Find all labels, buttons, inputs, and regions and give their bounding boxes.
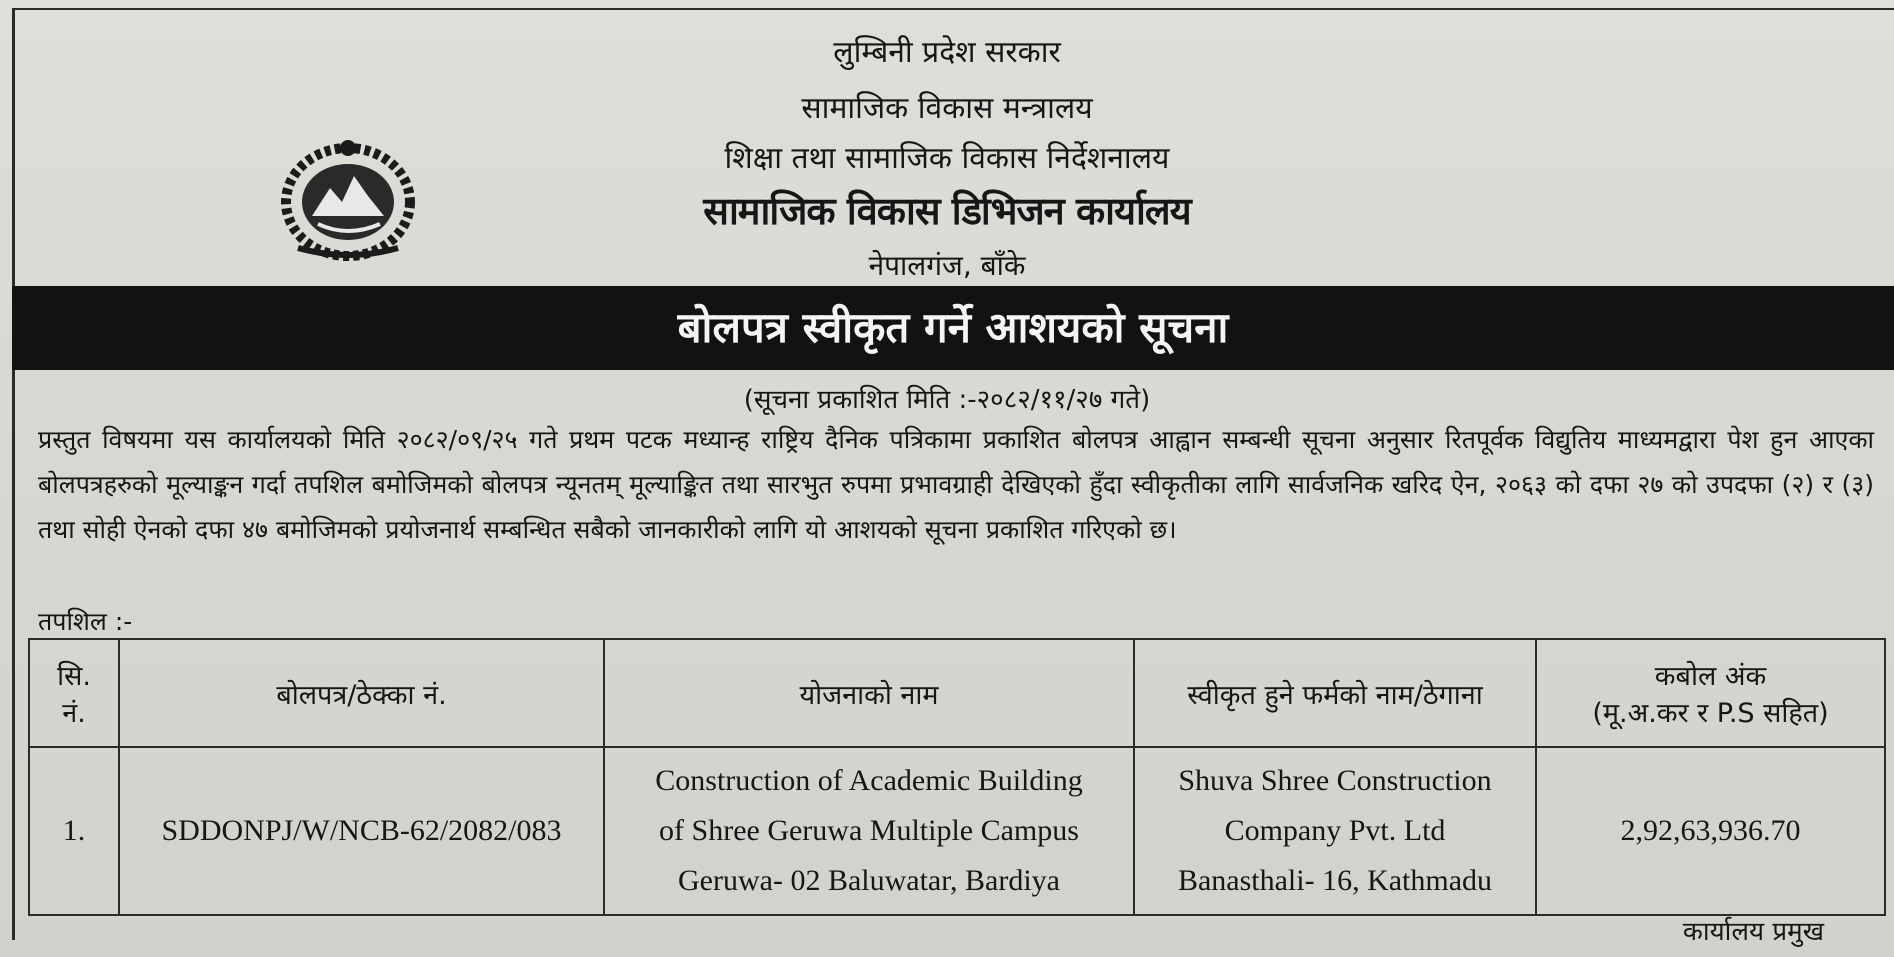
header-amount (1536, 639, 1885, 747)
directorate-heading: शिक्षा तथा सामाजिक विकास निर्देशनालय (724, 141, 1170, 176)
publish-date: (सूचना प्रकाशित मिति :-२०८२/११/२७ गते) (743, 385, 1151, 415)
signatory-label: कार्यालय प्रमुख (1682, 917, 1824, 947)
bid-table (28, 638, 1886, 916)
cell-firm (1134, 747, 1536, 915)
table-header-row (29, 639, 1885, 747)
header-project-name: योजनाको नाम (604, 639, 1134, 747)
firm-line-1: Shuva Shree Construction (1178, 764, 1492, 797)
cell-contract-no: SDDONPJ/W/NCB-62/2082/083 (119, 747, 604, 915)
ministry-heading: सामाजिक विकास मन्त्रालय (801, 91, 1093, 126)
table-row (29, 747, 1885, 915)
firm-line-2: Company Pvt. Ltd (1224, 814, 1446, 847)
header-firm: स्वीकृत हुने फर्मको नाम/ठेगाना (1134, 639, 1536, 747)
notice-title-banner: बोलपत्र स्वीकृत गर्ने आशयको सूचना (12, 286, 1894, 370)
office-location: नेपालगंज, बाँके (868, 249, 1026, 282)
header-sn-line1: सि. (57, 661, 91, 692)
firm-line-3: Banasthali- 16, Kathmadu (1177, 864, 1493, 897)
project-line-3: Geruwa- 02 Baluwatar, Bardiya (678, 864, 1060, 897)
header-amount-line2: (मू.अ.कर र P.S सहित) (1592, 698, 1829, 729)
project-line-2: of Shree Geruwa Multiple Campus (659, 814, 1079, 847)
header-contract-no: बोलपत्र/ठेक्का नं. (119, 639, 604, 747)
header-sn-line2: नं. (62, 698, 86, 729)
cell-sn: 1. (29, 747, 119, 915)
cell-project-name (604, 747, 1134, 915)
cell-amount: 2,92,63,936.70 (1536, 747, 1885, 915)
details-label: तपशिल :- (38, 607, 133, 636)
office-title: सामाजिक विकास डिभिजन कार्यालय (703, 189, 1191, 233)
header-sn (29, 639, 119, 747)
header-amount-line1: कबोल अंक (1654, 661, 1767, 692)
notice-body: प्रस्तुत विषयमा यस कार्यालयको मिति २०८२/०९/२५ गते प्रथम पटक मध्यान्ह राष्ट्रिय दैनिक पत्रिकामा प्रकाशित बोलपत्र आह्वान सम्बन्धी सूचना अनुसार रितपूर्वक विद्युतिय माध्यमद्वारा पेश हुन आएका बोलपत्रहरुको मूल्याङ्कन गर्दा तपशिल बमोजिमको बोलपत्र न्यूनतम् मूल्याङ्कित तथा सारभुत रुपमा प्रभावग्राही देखिएको हुँदा स्वीकृतीका लागि सार्वजनिक खरिद ऐन, २०६३ को दफा २७ को उपदफा (२) र (३) तथा सोही ऐनको दफा ४७ बमोजिमको प्रयोजनार्थ सम्बन्धित सबैको जानकारीको लागि यो आशयको सूचना प्रकाशित गरिएको छ। (38, 425, 1874, 544)
project-line-1: Construction of Academic Building (655, 764, 1083, 797)
province-heading: लुम्बिनी प्रदेश सरकार (833, 35, 1061, 70)
